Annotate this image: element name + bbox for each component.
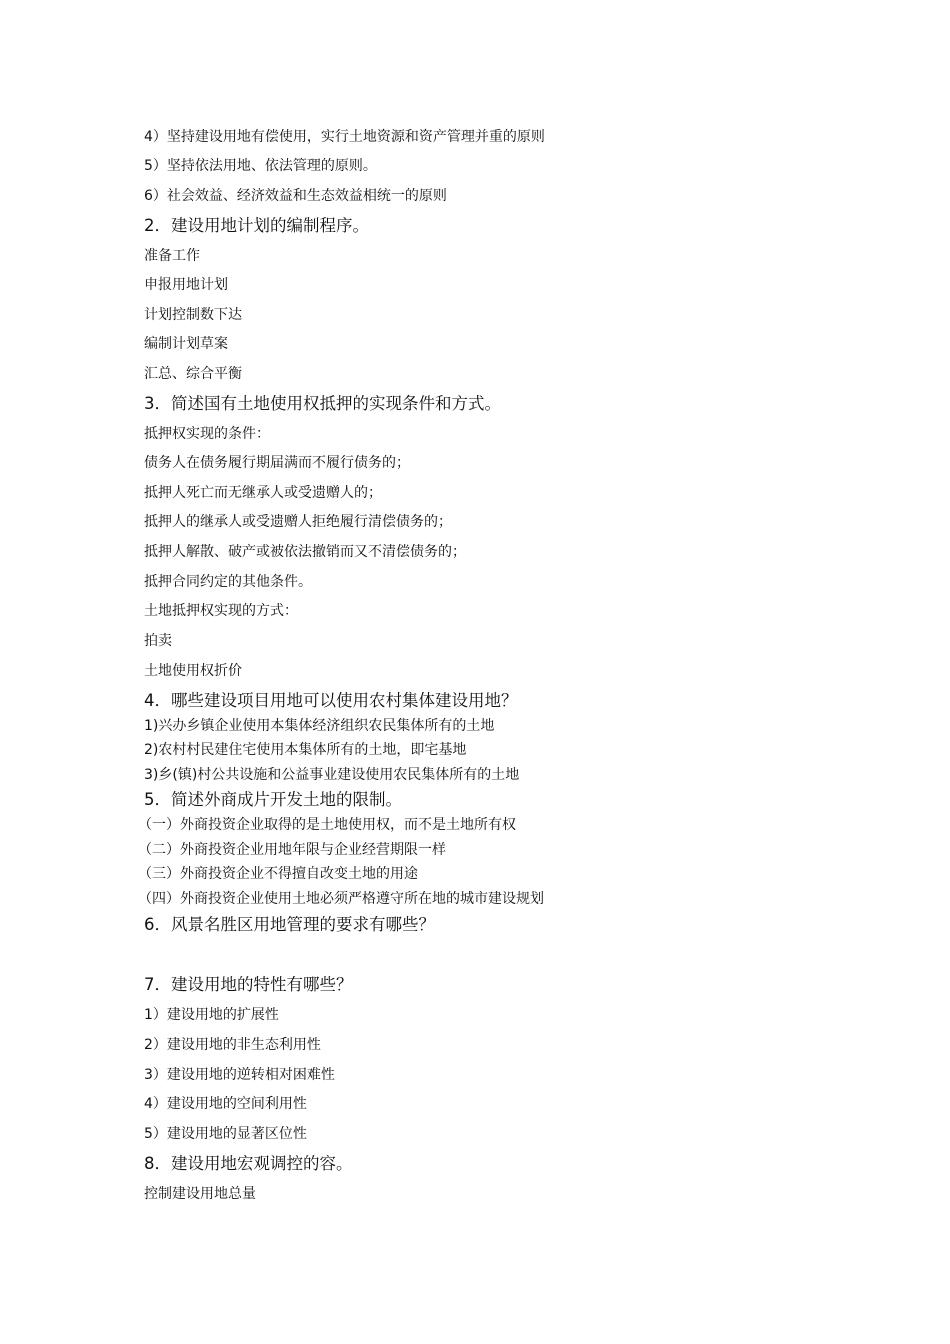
answer-line: 1)兴办乡镇企业使用本集体经济组织农民集体所有的土地	[144, 718, 495, 734]
answer-line: 3)乡(镇)村公共设施和公益事业建设使用农民集体所有的土地	[144, 767, 520, 783]
answer-line: 3）建设用地的逆转相对困难性	[144, 1067, 335, 1083]
answer-line: 汇总、综合平衡	[144, 366, 242, 382]
question-heading: 8．建设用地宏观调控的容。	[144, 1154, 353, 1173]
answer-line: 申报用地计划	[144, 277, 228, 293]
answer-line: （四）外商投资企业使用土地必须严格遵守所在地的城市建设规划	[138, 891, 544, 907]
answer-line: （一）外商投资企业取得的是土地使用权，而不是土地所有权	[138, 817, 516, 833]
answer-line: （三）外商投资企业不得擅自改变土地的用途	[138, 866, 418, 882]
question-heading: 6．风景名胜区用地管理的要求有哪些？	[144, 915, 435, 934]
answer-line: 2）建设用地的非生态利用性	[144, 1037, 321, 1053]
answer-line: 抵押人解散、破产或被依法撤销而又不清偿债务的；	[144, 544, 466, 560]
answer-line: 抵押权实现的条件：	[144, 426, 270, 442]
answer-line: 拍卖	[144, 633, 172, 649]
answer-line: 控制建设用地总量	[144, 1186, 256, 1202]
answer-line: 债务人在债务履行期届满而不履行债务的；	[144, 455, 410, 471]
answer-line: 抵押人的继承人或受遗赠人拒绝履行清偿债务的；	[144, 514, 452, 530]
answer-line: 抵押人死亡而无继承人或受遗赠人的；	[144, 485, 382, 501]
answer-line: 准备工作	[144, 248, 200, 264]
question-heading: 3．简述国有土地使用权抵押的实现条件和方式。	[144, 394, 501, 413]
question-heading: 7．建设用地的特性有哪些？	[144, 975, 353, 994]
answer-line: （二）外商投资企业用地年限与企业经营期限一样	[138, 842, 446, 858]
answer-line: 1）建设用地的扩展性	[144, 1007, 279, 1023]
question-heading: 2．建设用地计划的编制程序。	[144, 216, 369, 235]
answer-line: 土地使用权折价	[144, 663, 242, 679]
answer-line: 计划控制数下达	[144, 307, 242, 323]
answer-line: 5）建设用地的显著区位性	[144, 1126, 307, 1142]
answer-line: 抵押合同约定的其他条件。	[144, 574, 312, 590]
answer-line: 土地抵押权实现的方式：	[144, 603, 298, 619]
question-heading: 5．简述外商成片开发土地的限制。	[144, 790, 402, 809]
principle-item: 5）坚持依法用地、依法管理的原则。	[144, 158, 377, 174]
principle-item: 4）坚持建设用地有偿使用，实行土地资源和资产管理并重的原则	[144, 129, 545, 145]
answer-line: 4）建设用地的空间利用性	[144, 1096, 307, 1112]
answer-line: 编制计划草案	[144, 336, 228, 352]
question-heading: 4．哪些建设项目用地可以使用农村集体建设用地？	[144, 691, 518, 710]
principle-item: 6）社会效益、经济效益和生态效益相统一的原则	[144, 188, 447, 204]
answer-line: 2)农村村民建住宅使用本集体所有的土地，即宅基地	[144, 742, 467, 758]
